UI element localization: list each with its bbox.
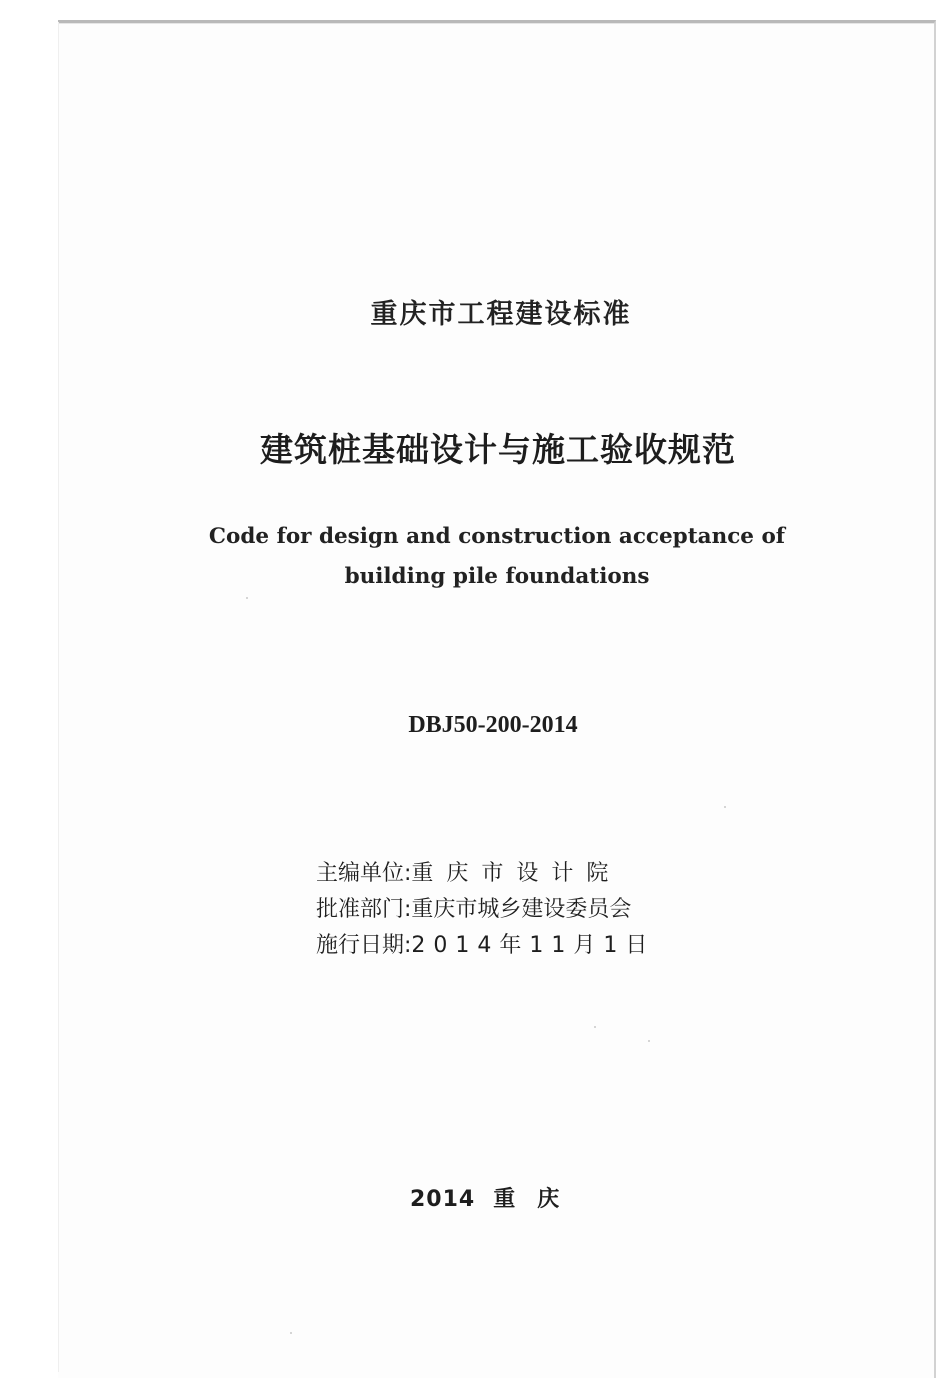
effective-date-label: 施行日期: [316, 933, 412, 958]
english-title-line-2: building pile foundations [344, 564, 650, 589]
standard-series-title: 重庆市工程建设标准 [370, 299, 632, 330]
scan-speck [246, 597, 248, 599]
approver-value: 重庆市城乡建设委员会 [411, 897, 632, 922]
editor-label: 主编单位: [316, 861, 412, 886]
editor-value: 重庆市设计院 [411, 861, 622, 886]
scan-speck [594, 1026, 596, 1028]
scan-speck [648, 1040, 650, 1042]
scan-speck [724, 806, 726, 808]
scan-speck [290, 1332, 292, 1334]
imprint-city: 重庆 [493, 1187, 582, 1212]
publication-info [316, 856, 696, 964]
standard-number: DBJ50-200-2014 [408, 712, 578, 738]
scanned-page [58, 20, 936, 1378]
english-title-line-1: Code for design and construction acceptance of [208, 524, 786, 549]
editor-row [316, 856, 696, 892]
document-main-title: 建筑桩基础设计与施工验收规范 [260, 430, 736, 469]
effective-date-row [316, 928, 696, 964]
page-edge [58, 22, 59, 1372]
imprint-year: 2014 [410, 1187, 476, 1212]
imprint-footer [410, 1182, 581, 1213]
approver-row [316, 892, 696, 928]
approver-label: 批准部门: [316, 897, 412, 922]
effective-date-value: 2014年11月1日 [411, 933, 656, 958]
